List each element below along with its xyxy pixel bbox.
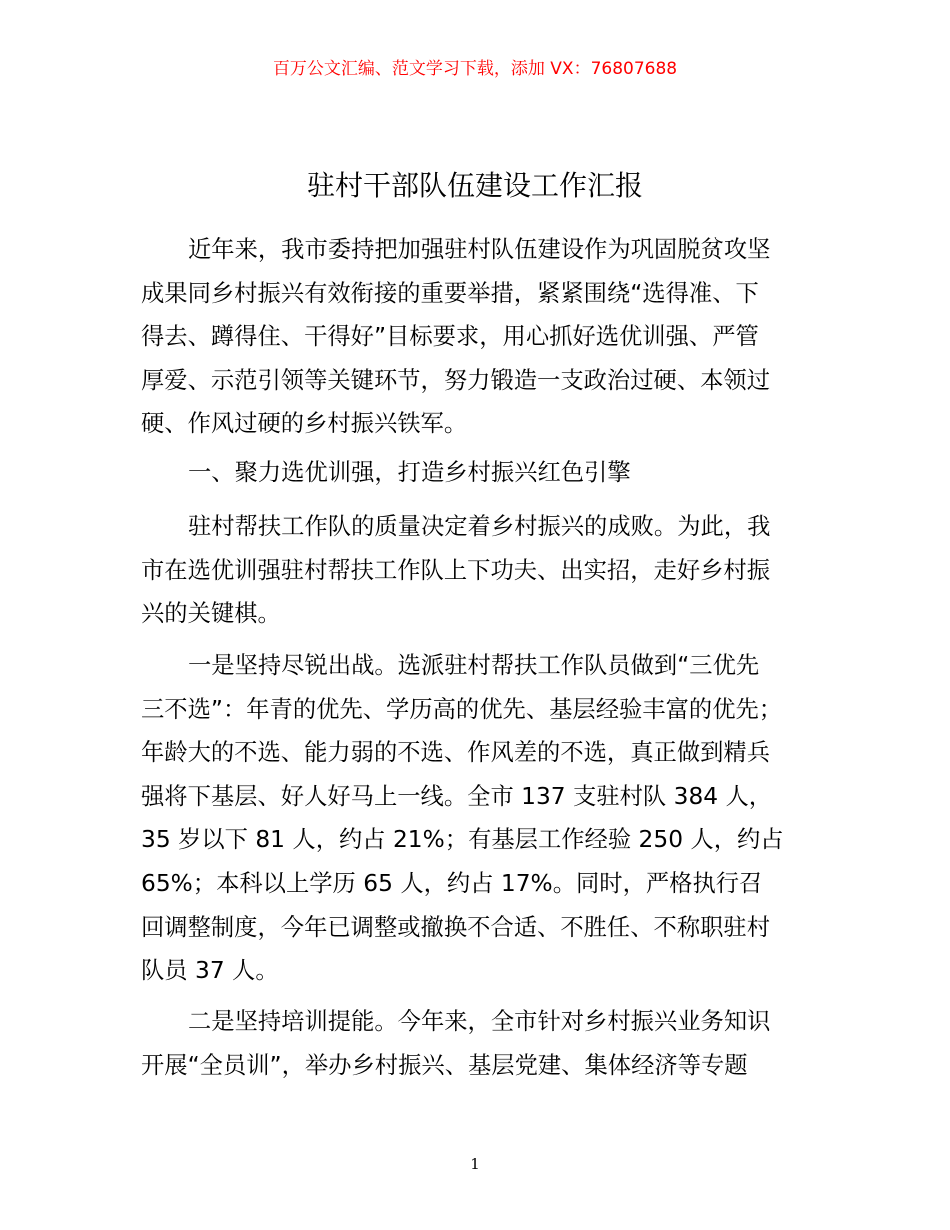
- text-line: 一、聚力选优训强，打造乡村振兴红色引擎: [188, 459, 631, 486]
- text-line: 回调整制度，今年已调整或撤换不合适、不胜任、不称职驻村: [141, 913, 771, 941]
- section-heading-1: [141, 451, 836, 495]
- text-line: 二是坚持培训提能。今年来，全市针对乡村振兴业务知识: [188, 1008, 771, 1035]
- text-line: 强将下基层、好人好马上一线。全市 137 支驻村队 384 人，: [141, 782, 773, 810]
- paragraph-point-one: [141, 644, 836, 993]
- paragraph-point-two: [141, 1000, 836, 1087]
- text-line: 一是坚持尽锐出战。选派驻村帮扶工作队员做到“三优先: [188, 652, 760, 679]
- text-line: 兴的关键棋。: [141, 600, 281, 628]
- promo-banner: 百万公文汇编、范文学习下载，添加 VX：76807688: [272, 59, 678, 79]
- text-line: 市在选优训强驻村帮扶工作队上下功夫、出实招，走好乡村振: [141, 556, 771, 584]
- page-number: 1: [470, 1155, 480, 1173]
- text-line: 35 岁以下 81 人，约占 21%；有基层工作经验 250 人，约占: [141, 826, 784, 854]
- paragraph-quality: [141, 505, 836, 636]
- text-line: 65%；本科以上学历 65 人，约占 17%。同时，严格执行召: [141, 869, 763, 897]
- text-line: 硬、作风过硬的乡村振兴铁军。: [141, 410, 468, 438]
- text-line: 厚爱、示范引领等关键环节，努力锻造一支政治过硬、本领过: [141, 366, 771, 394]
- text-line: 三不选”：年青的优先、学历高的优先、基层经验丰富的优先；: [141, 695, 783, 723]
- text-line: 队员 37 人。: [141, 957, 279, 985]
- text-line: 近年来，我市委持把加强驻村队伍建设作为巩固脱贫攻坚: [188, 236, 771, 263]
- text-line: 成果同乡村振兴有效衔接的重要举措，紧紧围绕“选得准、下: [141, 279, 759, 307]
- text-line: 得去、蹲得住、干得好”目标要求，用心抓好选优训强、严管: [141, 323, 759, 351]
- document-title: 驻村干部队伍建设工作汇报: [306, 169, 643, 202]
- text-line: 开展“全员训”，举办乡村振兴、基层党建、集体经济等专题: [141, 1051, 748, 1079]
- paragraph-intro: [141, 228, 836, 446]
- text-line: 驻村帮扶工作队的质量决定着乡村振兴的成败。为此，我: [188, 513, 771, 540]
- text-line: 年龄大的不选、能力弱的不选、作风差的不选，真正做到精兵: [141, 739, 771, 767]
